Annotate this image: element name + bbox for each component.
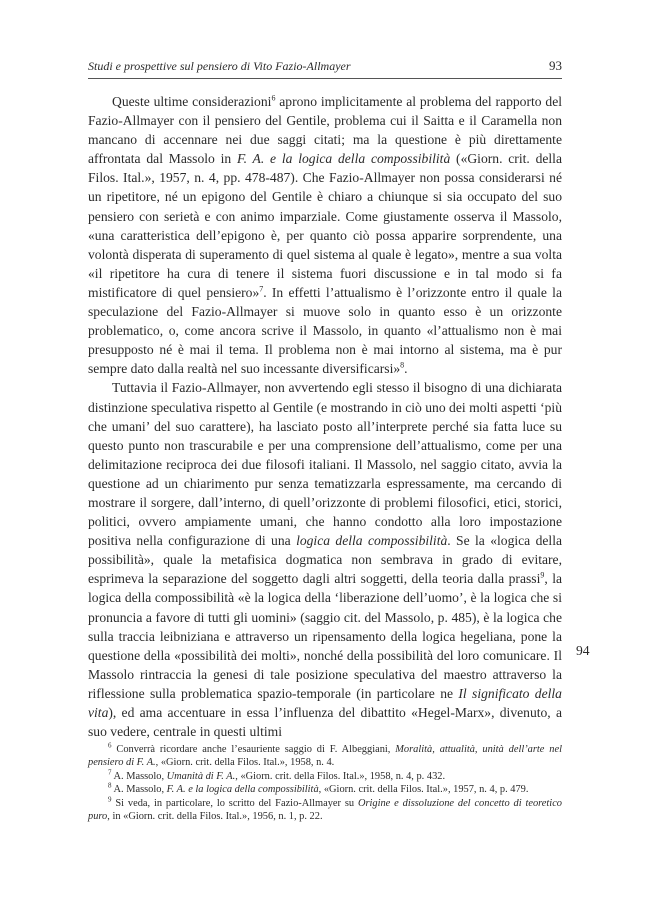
footnote-text: A. Massolo, xyxy=(111,784,167,796)
paragraph-italic-title: logica della compossibilità xyxy=(296,533,448,549)
footnote-text: , «Giorn. crit. della Filos. Ital.», 1958, n. 4. xyxy=(155,757,335,769)
footnote-text: , «Giorn. crit. della Filos. Ital.», 1958, n. 4, p. 432. xyxy=(235,770,446,782)
paragraph-text: Tuttavia il Fazio-Allmayer, non avvertendo egli stesso il bisogno di una dichiarata distinzione speculativa rispetto al Gentile (e mostrando in ciò uno dei molti aspetti ‘più che umani’ del suo carattere), ha lasciato posto all’interprete perché sia fatta luce su questo punto non trascurabile e per una comprensione dell’attualismo, come per una delimitazione reciproca dei due filosofi italiani. Il Massolo, nel saggio citato, avvia la questione ad un chiarimento pur senza tematizzarla espressamente, ma cercando di mostrare il sorgere, dall’interno, di quell’orizzonte di problemi filosofici, etici, storici, politici, ovvero ampiamente umani, che hanno condotto alla loro impostazione positiva nella configurazione di una xyxy=(88,380,562,549)
paragraph-text: , la logica della compossibilità «è la logica della ‘liberazione dell’uomo’, è la logica che si pronuncia a favore di tutti gli uomini» (saggio cit. del Massolo, p. 485), è la logica che sulla traccia leibniziana e attraverso un ripensamento della logica hegeliana, pone la questione della «possibilità dei molti», nonché della possibilità del loro comunicare. Il Massolo rintraccia la genesi di tale posizione speculativa del maestro attraverso la riflessione sulla problematica spazio-temporale (in particolare ne xyxy=(88,571,563,701)
paragraph-text: Queste ultime considerazioni xyxy=(112,94,272,109)
paragraph-text: («Giorn. crit. della Filos. Ital.», 1957, n. 4, pp. 478-487). Che Fazio-Allmayer non possa considerarsi né un ripetitore, né un epigono del Gentile è chiaro a chiunque si sia occupato del suo pensiero con serietà e con animo imparziale. Come giustamente osserva il Massolo, «una caratteristica dell’epigono è, per quanto ciò possa apparire sorprendente, una volontà disperata di superamento di quel sistema al quale è legato», mentre a sua volta «il ripetitore ha cura di tenere il sistema fuori discussione e in tal modo si fa mistificatore di quel pensiero» xyxy=(88,151,562,300)
footnote-italic-title: Moralità, attualità, unità dell’arte nel pensiero di F. A. xyxy=(88,744,562,769)
footnote-footnote-marker: 6 xyxy=(108,741,112,750)
margin-page-number: 94 xyxy=(576,643,590,658)
paragraph xyxy=(88,92,562,378)
paragraph-text: aprono implicitamente al problema del rapporto del Fazio-Allmayer con il pensiero del Gentile, problema cui il Saitta e il Caramella non mancano di accennare nei due saggi citati; ma la questione è più direttamente affrontata dal Massolo in xyxy=(88,94,563,167)
running-header xyxy=(88,56,562,76)
paragraph xyxy=(88,378,562,741)
footnote-text: Converrà ricordare anche l’esauriente saggio di F. Albeggiani, xyxy=(111,744,396,755)
running-title: Studi e prospettive sul pensiero di Vito Fazio-Allmayer xyxy=(88,59,351,73)
footnote-text: A. Massolo, xyxy=(111,770,167,782)
footnote-text: Si veda, in particolare, lo scritto del Fazio-Allmayer su xyxy=(111,797,358,809)
footnote-text: , «Giorn. crit. della Filos. Ital.», 1957, n. 4, p. 479. xyxy=(318,784,529,796)
paragraph-footnote-marker: 9 xyxy=(540,570,545,580)
paragraph-italic-title: F. A. e la logica della compossibilità xyxy=(237,151,451,167)
footnote-italic-title: F. A. e la logica della compossibilità xyxy=(166,784,319,796)
footnote xyxy=(88,770,562,783)
paragraph-text: . xyxy=(404,361,408,377)
paragraph-text: . Se la «logica della possibilità», quale la metafisica dogmatica non sembrava in grado di evitare, esprimeva la separazione del soggetto dagli altri soggetti, della teoria dalla prassi xyxy=(88,533,563,587)
footnote-footnote-marker: 9 xyxy=(108,795,112,804)
footnote xyxy=(88,783,562,796)
footnote xyxy=(88,797,562,824)
paragraph-italic-title: Il significato della vita xyxy=(88,685,562,720)
footnote-italic-title: Origine e dissoluzione del concetto di teoretico puro xyxy=(88,797,562,823)
header-rule xyxy=(88,78,562,79)
paragraph-footnote-marker: 7 xyxy=(259,284,264,294)
footnotes xyxy=(88,743,562,823)
footnote-footnote-marker: 8 xyxy=(108,781,112,790)
footnote-italic-title: Umanità di F. A. xyxy=(166,770,236,782)
page-number: 93 xyxy=(549,58,562,73)
main-text xyxy=(88,92,562,741)
paragraph-text: . In effetti l’attualismo è l’orizzonte entro il quale la speculazione del Fazio-Allmayer si muove solo in quanto esso è un orizzonte problematico, o, come ancora scrive il Massolo, in quanto «l’attualismo non è mai presupposto né è mai il tema. Il problema non è mai intorno al sistema, ma è pur sempre dato dalla realtà nel suo incessante diversificarsi» xyxy=(88,284,562,377)
paragraph-footnote-marker: 6 xyxy=(271,93,276,103)
footnote-text: , in «Giorn. crit. della Filos. Ital.», 1956, n. 1, p. 22. xyxy=(107,811,323,823)
footnote xyxy=(88,743,562,770)
footnote-footnote-marker: 7 xyxy=(108,768,112,777)
paragraph-footnote-marker: 8 xyxy=(400,360,405,370)
paragraph-text: ), ed ama accentuare in essa l’influenza del dibattito «Hegel-Marx», divenuto, a suo vedere, centrale in questi ultimi xyxy=(88,705,562,740)
